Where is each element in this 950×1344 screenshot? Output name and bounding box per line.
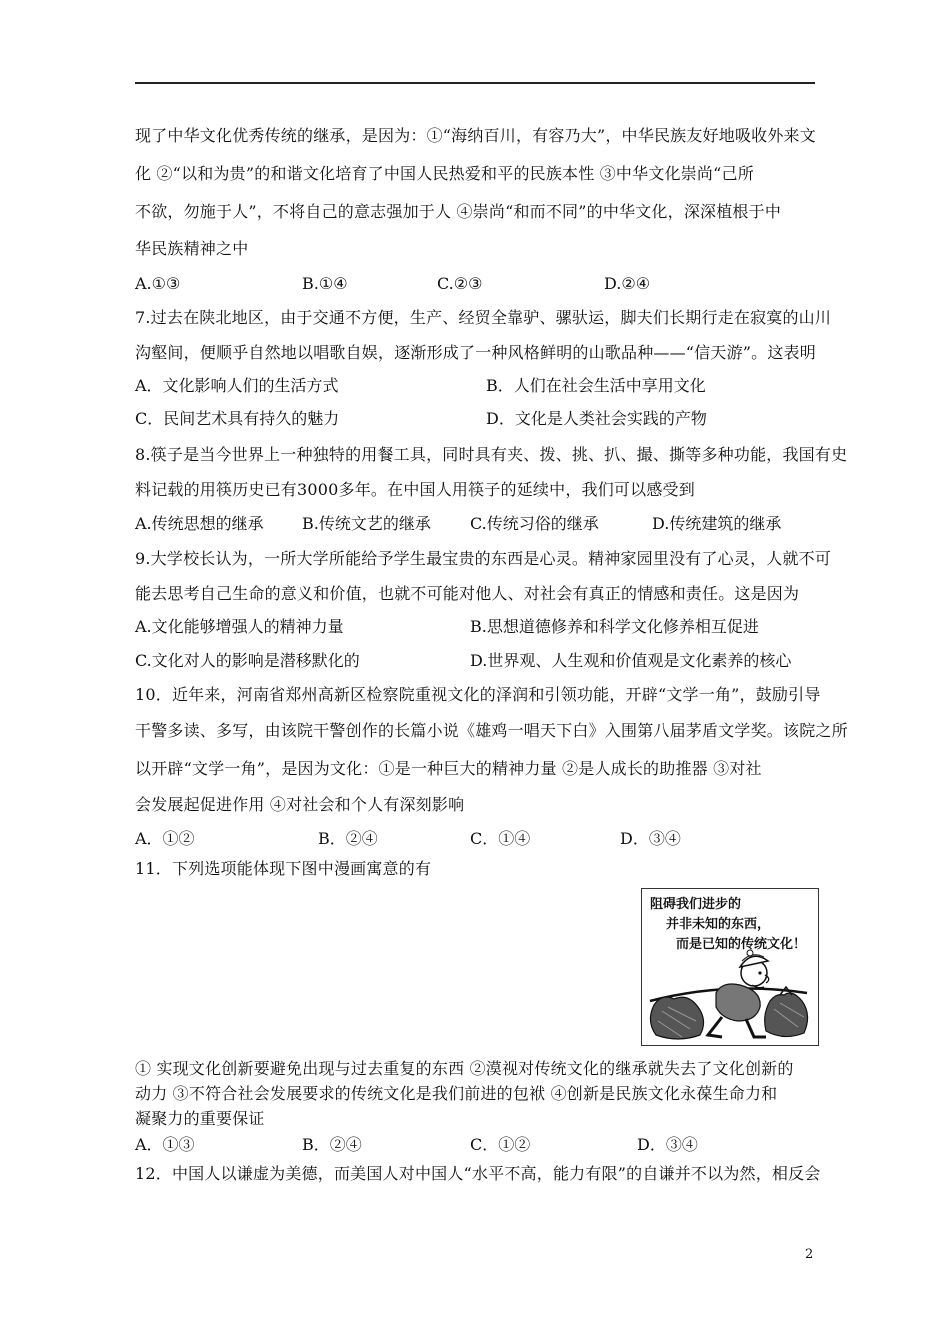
option-a: A.文化能够增强人的精神力量 <box>135 617 344 636</box>
question-10: 10．近年来，河南省郑州高新区检察院重视文化的泽润和引领功能，开辟“文学一角”，鼓励引导 <box>135 685 821 704</box>
text-line: 干警多读、多写，由该院干警创作的长篇小说《雄鸡一唱天下白》入围第八届茅盾文学奖。该院之所 <box>135 721 848 740</box>
question-8: 8.筷子是当今世界上一种独特的用餐工具，同时具有夹、拨、挑、扒、撮、撕等多种功能，我国有史 <box>135 445 848 464</box>
option-d: D．文化是人类社会实践的产物 <box>486 409 707 428</box>
option-c: C．民间艺术具有持久的魅力 <box>135 409 340 428</box>
question-12: 12．中国人以谦虚为美德，而美国人对中国人“水平不高，能力有限”的自谦并不以为然，相反会 <box>135 1164 821 1183</box>
statement-line: 凝聚力的重要保证 <box>135 1109 265 1128</box>
option-b: B．人们在社会生活中享用文化 <box>486 376 706 395</box>
option-b: B．②④ <box>318 829 378 848</box>
text-line: 能去思考自己生命的意义和价值，也就不可能对他人、对社会有真正的情感和责任。这是因为 <box>135 584 800 603</box>
option-a: A.传统思想的继承 <box>135 514 264 533</box>
cartoon-illustration <box>641 888 819 1046</box>
option-d: D.世界观、人生观和价值观是文化素养的核心 <box>470 651 792 670</box>
option-d: D.传统建筑的继承 <box>652 514 782 533</box>
caption-line: 并非未知的东西， <box>666 917 771 932</box>
option-b: B．②④ <box>302 1135 362 1154</box>
question-11: 11．下列选项能体现下图中漫画寓意的有 <box>135 859 432 878</box>
option-a: A．文化影响人们的生活方式 <box>135 376 339 395</box>
question-7: 7.过去在陕北地区，由于交通不方便，生产、经贸全靠驴、骡驮运，脚夫们长期行走在寂寞的山川 <box>135 308 832 327</box>
text-line: 以开辟“文学一角”，是因为文化：①是一种巨大的精神力量 ②是人成长的助推器 ③对社 <box>135 759 762 778</box>
caption-line: 阻碍我们进步的 <box>650 897 742 912</box>
option-d: D．③④ <box>620 829 681 848</box>
statement-line: ① 实现文化创新要避免出现与过去重复的东西 ②漠视对传统文化的继承就失去了文化创新的 <box>135 1059 794 1078</box>
statement-line: 动力 ③不符合社会发展要求的传统文化是我们前进的包袱 ④创新是民族文化永葆生命力和 <box>135 1084 778 1103</box>
option-c: C．①④ <box>470 829 531 848</box>
page-number: 2 <box>805 1247 814 1262</box>
text-line: 会发展起促进作用 ④对社会和个人有深刻影响 <box>135 795 465 814</box>
question-9: 9.大学校长认为，一所大学所能给予学生最宝贵的东西是心灵。精神家园里没有了心灵，人就不可 <box>135 549 832 568</box>
option-a: A．①③ <box>135 1135 195 1154</box>
caption-line: 而是已知的传统文化！ <box>676 937 807 952</box>
option-c: C.传统习俗的继承 <box>470 514 599 533</box>
option-d: D.②④ <box>604 274 651 293</box>
option-b: B.传统文艺的继承 <box>302 514 431 533</box>
option-b: B.思想道德修养和科学文化修养相互促进 <box>470 617 759 636</box>
text-line: 不欲，勿施于人”，不将自己的意志强加于人 ④崇尚“和而不同”的中华文化，深深植根于中 <box>135 202 782 221</box>
option-b: B.①④ <box>302 274 348 293</box>
text-line: 华民族精神之中 <box>135 239 249 258</box>
option-c: C.文化对人的影响是潜移默化的 <box>135 651 360 670</box>
header-rule <box>135 82 815 84</box>
text-line: 料记载的用筷历史已有3000多年。在中国人用筷子的延续中，我们可以感受到 <box>135 480 695 499</box>
option-c: C.②③ <box>437 274 483 293</box>
option-c: C．①② <box>470 1135 531 1154</box>
option-a: A.①③ <box>135 274 181 293</box>
text-line: 化 ②“以和为贵”的和谐文化培育了中国人民热爱和平的民族本性 ③中华文化崇尚“己所 <box>135 164 754 183</box>
option-a: A．①② <box>135 829 195 848</box>
option-d: D．③④ <box>637 1135 698 1154</box>
text-line: 现了中华文化优秀传统的继承，是因为：①“海纳百川，有容乃大”，中华民族友好地吸收外来文 <box>135 126 816 145</box>
text-line: 沟壑间，便顺乎自然地以唱歌自娱，逐渐形成了一种风格鲜明的山歌品种——“信天游”。这表明 <box>135 343 816 362</box>
